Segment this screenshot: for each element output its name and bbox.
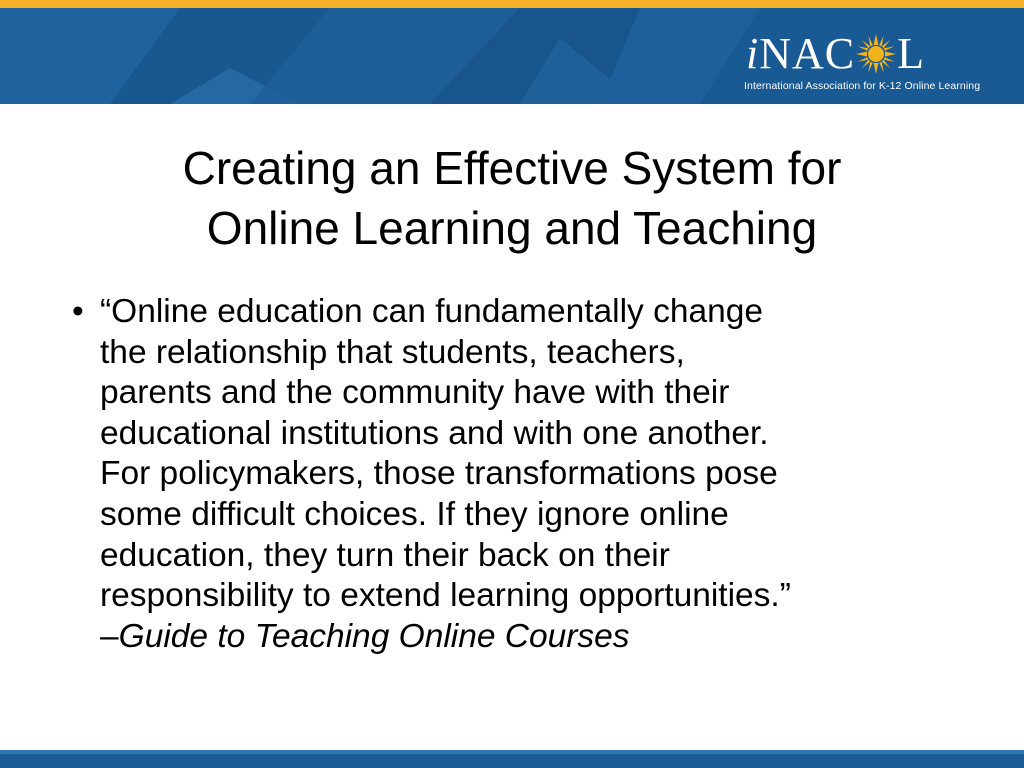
quote-line: “Online education can fundamentally change — [100, 293, 763, 330]
bullet-glyph: • — [72, 293, 84, 330]
quote-line: the relationship that students, teachers, — [100, 333, 685, 371]
quote-source-line — [100, 617, 982, 658]
footer-band — [0, 750, 1024, 768]
quote-line: education, they turn their back on their — [100, 536, 670, 574]
logo-text-after: L — [897, 29, 926, 78]
quote-line: For policymakers, those transformations pose — [100, 455, 778, 493]
quote-source: Guide to Teaching Online Courses — [118, 617, 630, 655]
bullet-item — [62, 292, 982, 657]
footer-highlight — [0, 750, 1024, 754]
quote-line: parents and the community have with their — [100, 374, 730, 412]
inacol-logo — [736, 29, 981, 100]
source-dash: – — [100, 617, 119, 655]
quote-line: some difficult choices. If they ignore online — [100, 495, 729, 533]
slide-title-line-1: Creating an Effective System for — [182, 142, 842, 194]
slide-title — [40, 138, 984, 258]
logo-prefix: i — [746, 29, 760, 78]
top-accent-stripe — [0, 0, 1024, 8]
logo-text-before: NAC — [759, 29, 856, 78]
sun-icon — [856, 34, 896, 74]
slide-title-line-2: Online Learning and Teaching — [206, 202, 818, 254]
quote-line: responsibility to extend learning opportunities.” — [100, 577, 791, 615]
logo-tagline: International Association for K-12 Online Learning — [744, 80, 981, 92]
logo-wordmark — [746, 30, 925, 78]
bullet-list — [62, 292, 982, 657]
quote-line: educational institutions and with one another. — [100, 414, 769, 452]
header-band — [0, 8, 1024, 104]
